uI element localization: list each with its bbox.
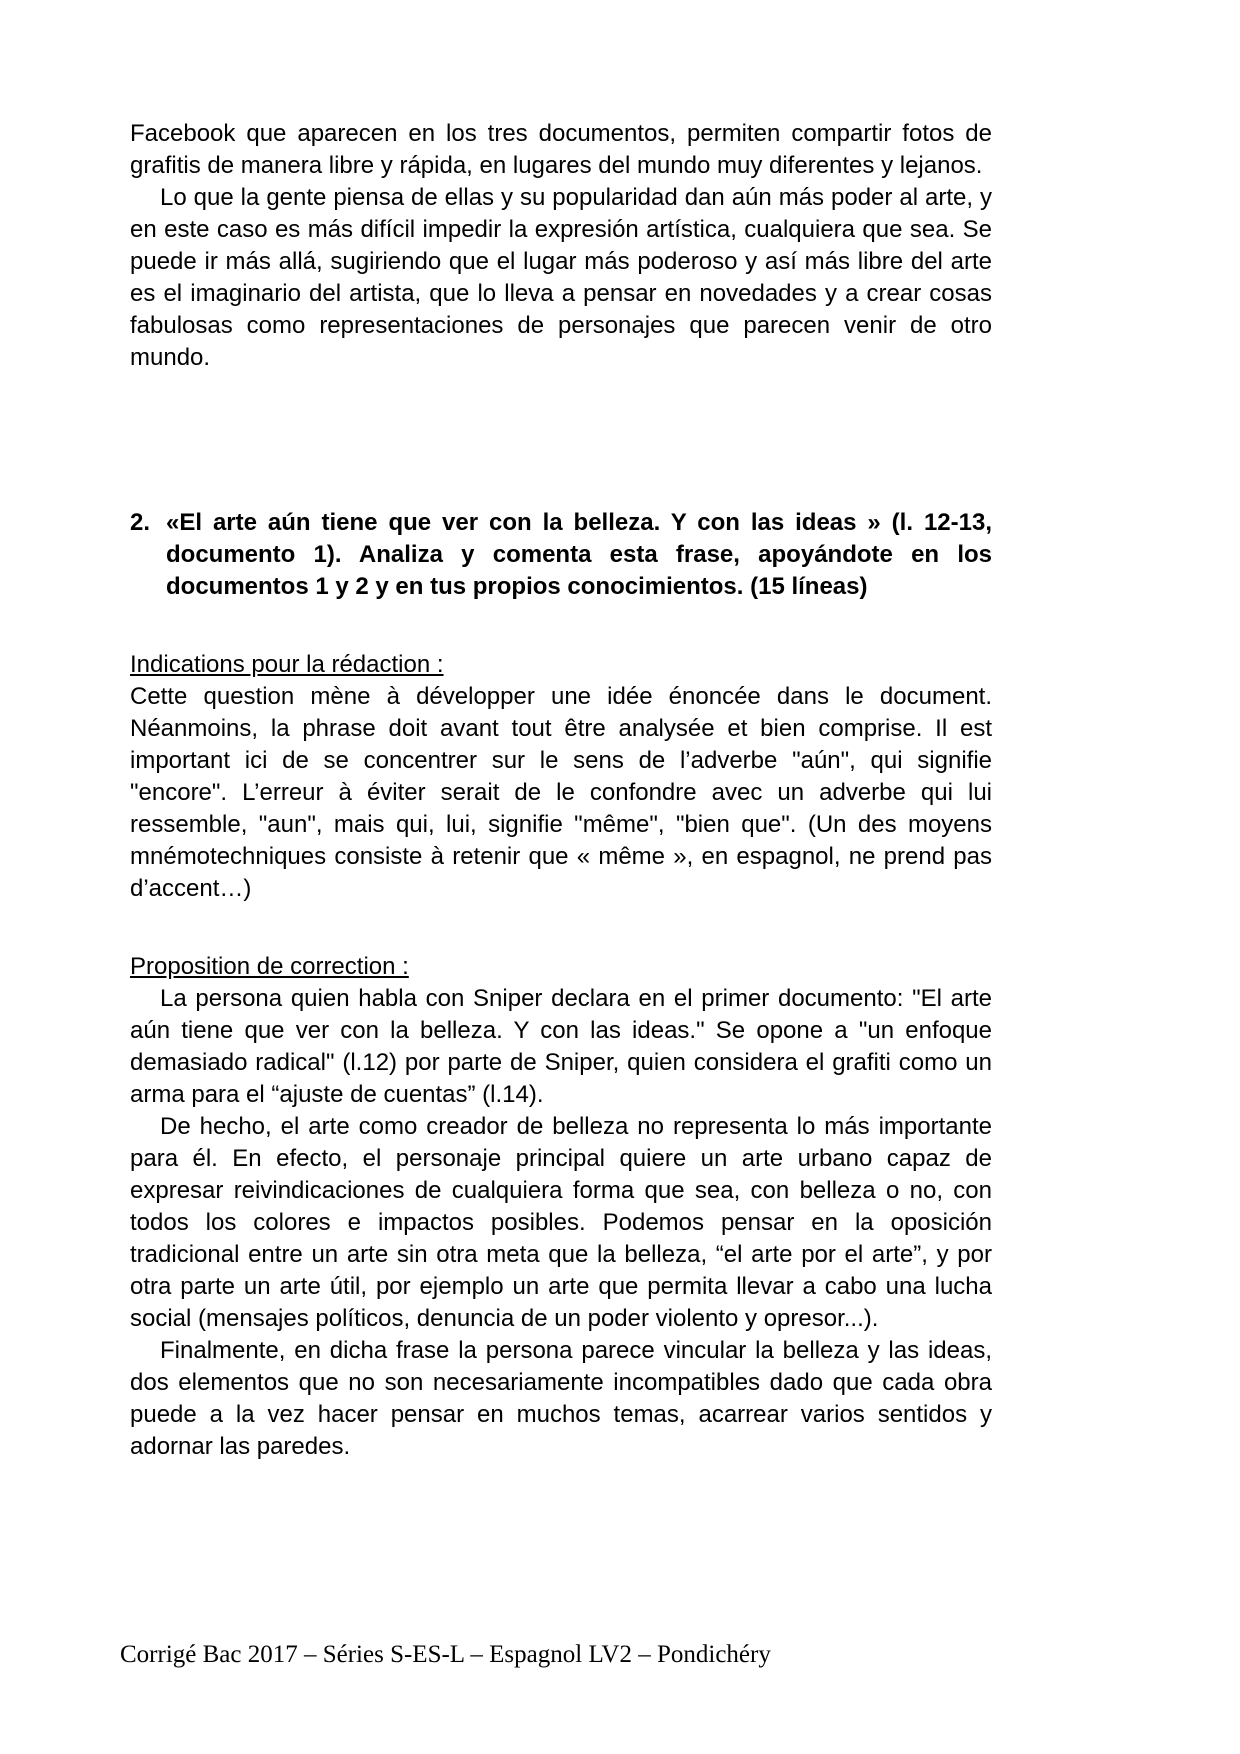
question-2-text: «El arte aún tiene que ver con la belleza. Y con las ideas » (l. 12-13, documento 1). Analiza y comenta esta frase, apoyándote en los documentos 1 y 2 y en tus propios conocimientos. (15 líneas) xyxy=(166,509,992,600)
proposition-paragraph-2: De hecho, el arte como creador de belleza no representa lo más importante para él. En efecto, el personaje principal quiere un arte urbano capaz de expresar reivindicaciones de cualquiera forma que sea, con belleza o no, con todos los colores e impactos posibles. Podemos pensar en la oposición tradicional entre un arte sin otra meta que la belleza, “el arte por el arte”, y por otra parte un arte útil, por ejemplo un arte que permita llevar a cabo una lucha social (mensajes políticos, denuncia de un poder violento y opresor...). xyxy=(130,1113,992,1332)
document-body xyxy=(130,118,992,1463)
intro-paragraph-popularity: Lo que la gente piensa de ellas y su popularidad dan aún más poder al arte, y en este caso es más difícil impedir la expresión artística, cualquiera que sea. Se puede ir más allá, sugiriendo que el lugar más poderoso y así más libre del arte es el imaginario del artista, que lo lleva a pensar en novedades y a crear cosas fabulosas como representaciones de personajes que parecen venir de otro mundo. xyxy=(130,184,992,371)
question-2-number: 2. xyxy=(130,509,151,536)
proposition-heading: Proposition de correction : xyxy=(130,953,409,980)
question-2-block xyxy=(130,507,992,603)
proposition-paragraph-1: La persona quien habla con Sniper declara en el primer documento: "El arte aún tiene que ver con la belleza. Y con las ideas." Se opone a "un enfoque demasiado radical" (l.12) por parte de Sniper, quien considera el grafiti como un arma para el “ajuste de cuentas” (l.14). xyxy=(130,985,992,1108)
proposition-paragraph-3: Finalmente, en dicha frase la persona parece vincular la belleza y las ideas, dos elementos que no son necesariamente incompatibles dado que cada obra puede a la vez hacer pensar en muchos temas, acarrear varios sentidos y adornar las paredes. xyxy=(130,1337,992,1460)
intro-paragraph-continuation: Facebook que aparecen en los tres documentos, permiten compartir fotos de grafitis de manera libre y rápida, en lugares del mundo muy diferentes y lejanos. xyxy=(130,120,992,179)
indications-heading: Indications pour la rédaction : xyxy=(130,651,444,678)
proposition-section xyxy=(130,951,992,1463)
indications-section xyxy=(130,649,992,905)
page-footer: Corrigé Bac 2017 – Séries S-ES-L – Espagnol LV2 – Pondichéry xyxy=(120,1641,771,1668)
indications-body: Cette question mène à développer une idée énoncée dans le document. Néanmoins, la phrase doit avant tout être analysée et bien comprise. Il est important ici de se concentrer sur le sens de l’adverbe "aún", qui signifie "encore". L’erreur à éviter serait de le confondre avec un adverbe qui lui ressemble, "aun", mais qui, lui, signifie "même", "bien que". (Un des moyens mnémotechniques consiste à retenir que « même », en espagnol, ne prend pas d’accent…) xyxy=(130,683,992,902)
